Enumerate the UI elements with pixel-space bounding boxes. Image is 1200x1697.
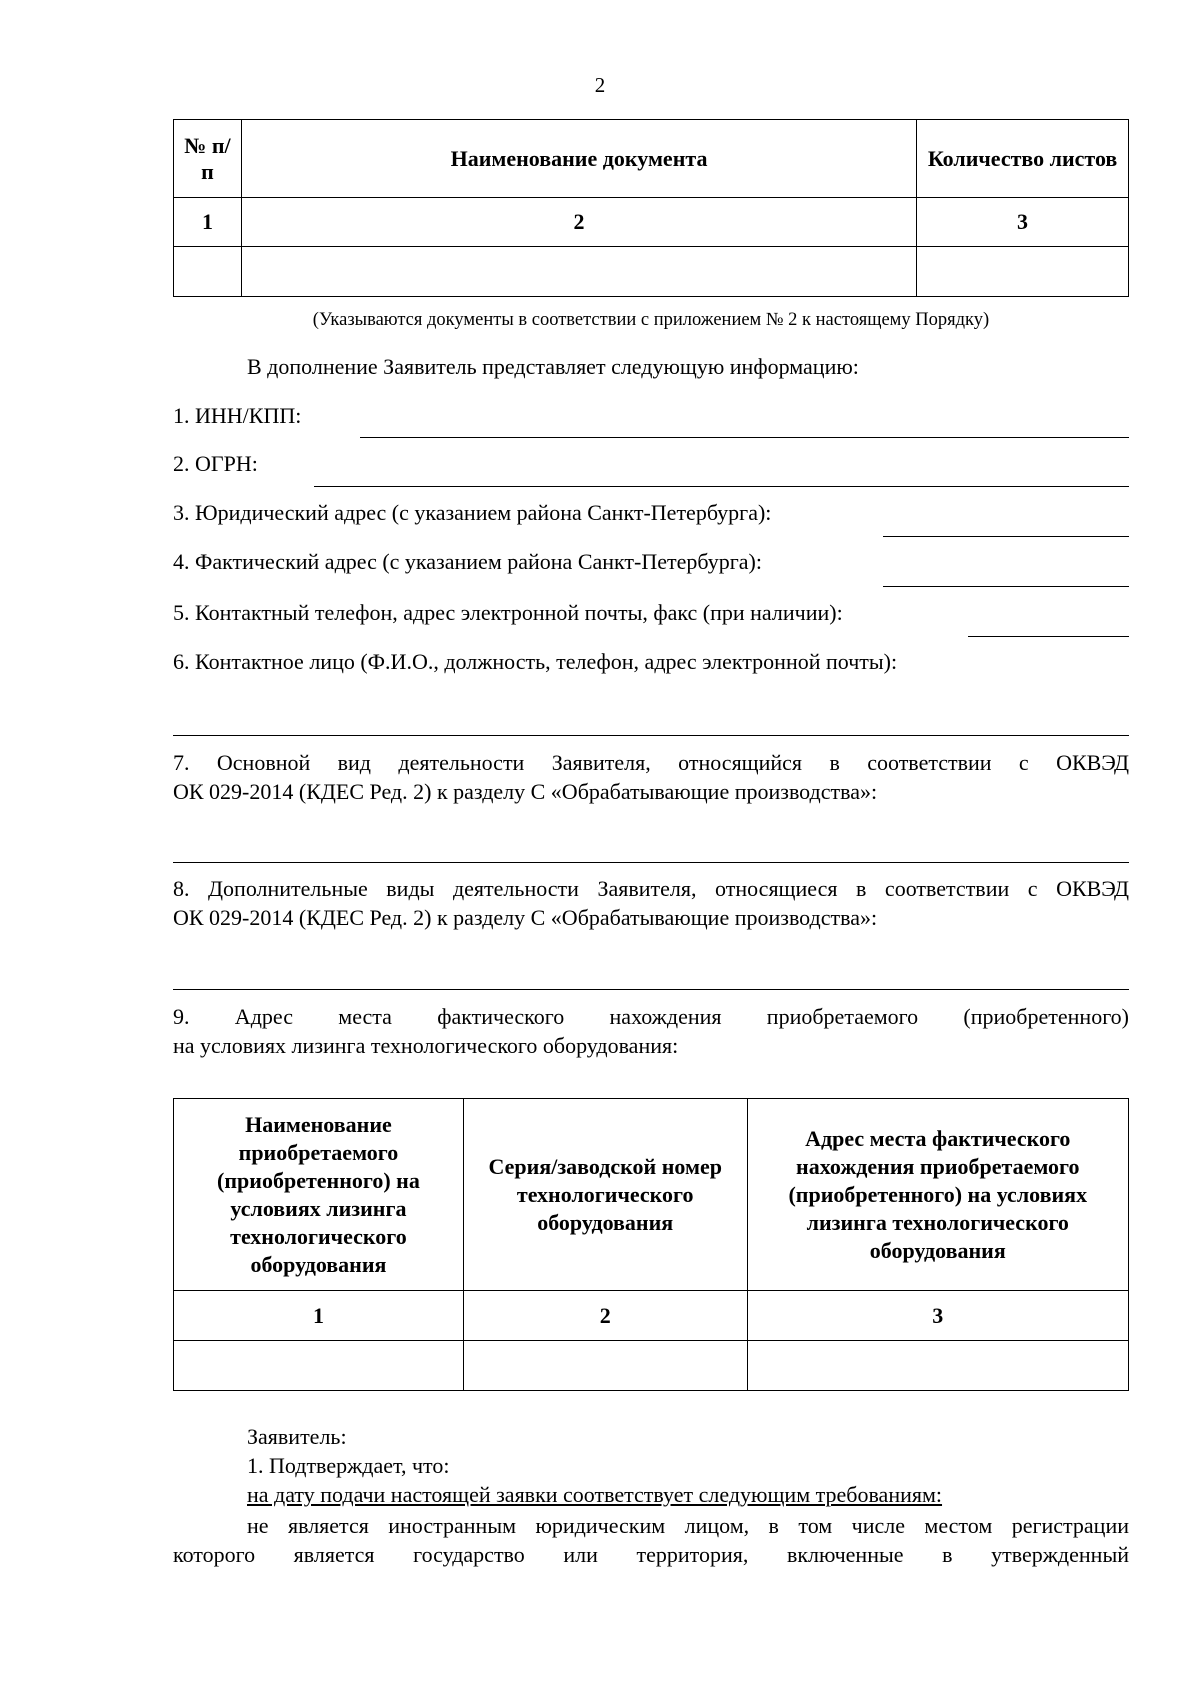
documents-note: (Указываются документы в соответствии с приложением № 2 к настоящему Порядку) bbox=[312, 310, 990, 330]
contact-person-label: 6. Контактное лицо (Ф.И.О., должность, телефон, адрес электронной почты): bbox=[173, 649, 898, 674]
declaration-line1: не является иностранным юридическим лицом, в том числе местом регистрации bbox=[247, 1513, 1129, 1538]
documents-table bbox=[173, 119, 1129, 297]
item7-line2: ОК 029-2014 (КДЕС Ред. 2) к разделу С «Обрабатывающие производства»: bbox=[173, 779, 878, 804]
item7-line1: 7. Основной вид деятельности Заявителя, относящийся в соответствии с ОКВЭД bbox=[173, 750, 1129, 775]
table-cell[interactable] bbox=[174, 1341, 464, 1391]
column-number-cell: 1 bbox=[174, 198, 242, 247]
table-header-row bbox=[174, 120, 1129, 198]
header-cell-number: № п/п bbox=[174, 120, 242, 198]
table-row bbox=[174, 247, 1129, 297]
actual-address-label: 4. Фактический адрес (с указанием района Санкт-Петербурга): bbox=[173, 549, 762, 574]
declaration-applicant: Заявитель: bbox=[247, 1424, 347, 1449]
table-cell[interactable] bbox=[747, 1341, 1128, 1391]
item8-field-line[interactable] bbox=[173, 989, 1129, 990]
inn-field-line[interactable] bbox=[360, 437, 1129, 438]
table-cell[interactable] bbox=[917, 247, 1129, 297]
table-cell[interactable] bbox=[174, 247, 242, 297]
item8-line1: 8. Дополнительные виды деятельности Заявителя, относящиеся в соответствии с ОКВЭД bbox=[173, 876, 1129, 901]
contacts-label: 5. Контактный телефон, адрес электронной почты, факс (при наличии): bbox=[173, 600, 843, 625]
page-number: 2 bbox=[594, 73, 606, 97]
header-cell-equipment-name: Наименование приобретаемого (приобретенного) на условиях лизинга технологического оборудования bbox=[174, 1099, 464, 1291]
column-number-cell: 1 bbox=[174, 1291, 464, 1341]
item9-line1: 9. Адрес места фактического нахождения приобретаемого (приобретенного) bbox=[173, 1004, 1129, 1029]
actual-address-field-line[interactable] bbox=[883, 586, 1129, 587]
declaration-line2: которого является государство или территория, включенные в утвержденный bbox=[173, 1542, 1129, 1567]
column-number-cell: 3 bbox=[747, 1291, 1128, 1341]
table-column-numbers-row bbox=[174, 198, 1129, 247]
header-cell-document-name: Наименование документа bbox=[241, 120, 916, 198]
contacts-field-line[interactable] bbox=[968, 636, 1129, 637]
item8-line2: ОК 029-2014 (КДЕС Ред. 2) к разделу С «Обрабатывающие производства»: bbox=[173, 905, 878, 930]
table-row bbox=[174, 1341, 1129, 1391]
ogrn-field-line[interactable] bbox=[314, 486, 1129, 487]
table-cell[interactable] bbox=[241, 247, 916, 297]
table-cell[interactable] bbox=[463, 1341, 747, 1391]
item9-line2: на условиях лизинга технологического оборудования: bbox=[173, 1033, 679, 1058]
legal-address-field-line[interactable] bbox=[883, 536, 1129, 537]
contact-person-field-line[interactable] bbox=[173, 735, 1129, 736]
column-number-cell: 2 bbox=[241, 198, 916, 247]
table-header-row bbox=[174, 1099, 1129, 1291]
column-number-cell: 2 bbox=[463, 1291, 747, 1341]
equipment-table bbox=[173, 1098, 1129, 1391]
inn-label: 1. ИНН/КПП: bbox=[173, 403, 302, 428]
legal-address-label: 3. Юридический адрес (с указанием района Санкт-Петербурга): bbox=[173, 500, 772, 525]
header-cell-serial-number: Серия/заводской номер технологического оборудования bbox=[463, 1099, 747, 1291]
ogrn-label: 2. ОГРН: bbox=[173, 451, 258, 476]
declaration-confirms: 1. Подтверждает, что: bbox=[247, 1453, 450, 1478]
column-number-cell: 3 bbox=[917, 198, 1129, 247]
declaration-requirements: на дату подачи настоящей заявки соответствует следующим требованиям: bbox=[247, 1482, 943, 1507]
header-cell-equipment-address: Адрес места фактического нахождения приобретаемого (приобретенного) на условиях лизинга технологического оборудования bbox=[747, 1099, 1128, 1291]
item7-field-line[interactable] bbox=[173, 862, 1129, 863]
intro-text: В дополнение Заявитель представляет следующую информацию: bbox=[247, 354, 859, 379]
header-cell-sheet-count: Количество листов bbox=[917, 120, 1129, 198]
table-column-numbers-row bbox=[174, 1291, 1129, 1341]
